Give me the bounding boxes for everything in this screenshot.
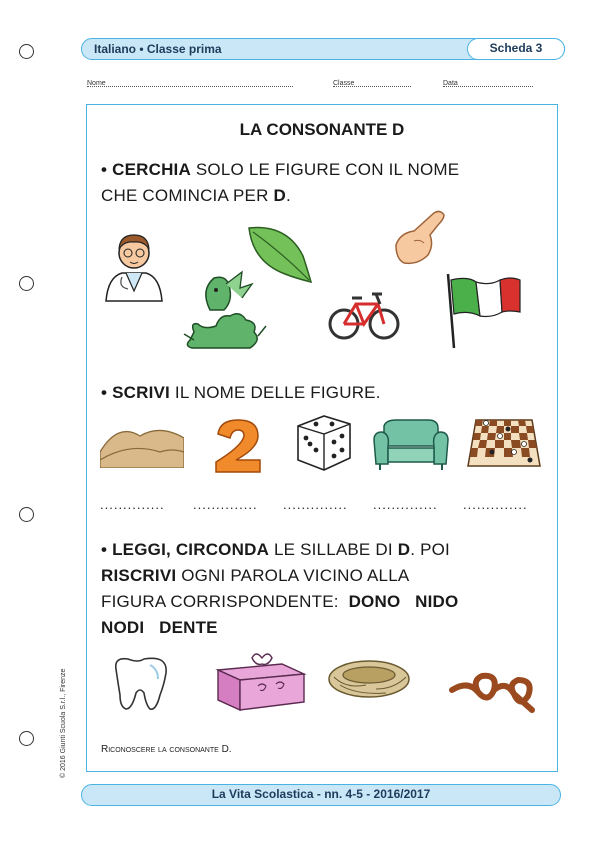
dice-icon[interactable] (294, 412, 354, 474)
page-title: LA CONSONANTE D (239, 120, 405, 139)
dunes-icon[interactable] (100, 418, 184, 468)
answer-blank[interactable]: .............. (100, 497, 165, 512)
flag-icon[interactable] (438, 270, 524, 350)
binder-hole (19, 731, 34, 746)
exercise-3-instruction: • LEGGI, CIRCONDA LE SILLABE DI D. POI RISCRIVI OGNI PAROLA VICINO ALLA FIGURA CORRISPONDENTE: DONO NIDO NODI DENTE (101, 540, 459, 637)
binder-hole (19, 276, 34, 291)
binder-hole (19, 44, 34, 59)
answer-blank[interactable]: .............. (193, 497, 258, 512)
nest-icon[interactable] (326, 655, 412, 701)
copyright-note: © 2016 Giunti Scuola S.r.l., Firenze (60, 668, 67, 778)
gift-icon[interactable] (212, 650, 308, 712)
knots-icon[interactable] (448, 650, 538, 714)
footer-bar: La Vita Scolastica - nn. 4-5 - 2016/2017 (81, 784, 561, 806)
sheet-number: Scheda 3 (467, 38, 565, 60)
checkers-icon[interactable] (466, 416, 542, 470)
exercise-2-verb: SCRIVI (112, 383, 170, 402)
finger-icon[interactable] (394, 205, 454, 267)
word-dente: DENTE (159, 618, 218, 637)
header-bar (81, 38, 565, 60)
learning-objective: Riconoscere la consonante D. (101, 744, 232, 755)
answer-blank[interactable]: .............. (283, 497, 348, 512)
name-field[interactable] (87, 80, 293, 87)
word-nodi: NODI (101, 618, 145, 637)
word-dono: DONO (348, 592, 401, 611)
answer-blank[interactable]: .............. (463, 497, 528, 512)
subject-label: Italiano • Classe prima (94, 42, 222, 56)
dragon-icon[interactable] (180, 270, 268, 350)
date-label: Data (443, 80, 458, 87)
doctor-icon[interactable] (100, 225, 168, 303)
word-nido: NIDO (415, 592, 459, 611)
name-label: Nome (87, 80, 106, 87)
class-label: Classe (333, 80, 355, 87)
exercise-1-instruction: • CERCHIA SOLO LE FIGURE CON IL NOME CHE COMINCIA PER D. (101, 160, 460, 205)
exercise-1-verb: CERCHIA (112, 160, 191, 179)
exercise-2-instruction: • SCRIVI IL NOME DELLE FIGURE. (101, 383, 381, 402)
bicycle-icon[interactable] (328, 282, 400, 344)
binder-hole (19, 507, 34, 522)
tooth-icon[interactable] (110, 655, 172, 713)
answer-blank[interactable]: .............. (373, 497, 438, 512)
sofa-icon[interactable] (372, 418, 450, 472)
number-two-icon[interactable] (212, 418, 264, 474)
